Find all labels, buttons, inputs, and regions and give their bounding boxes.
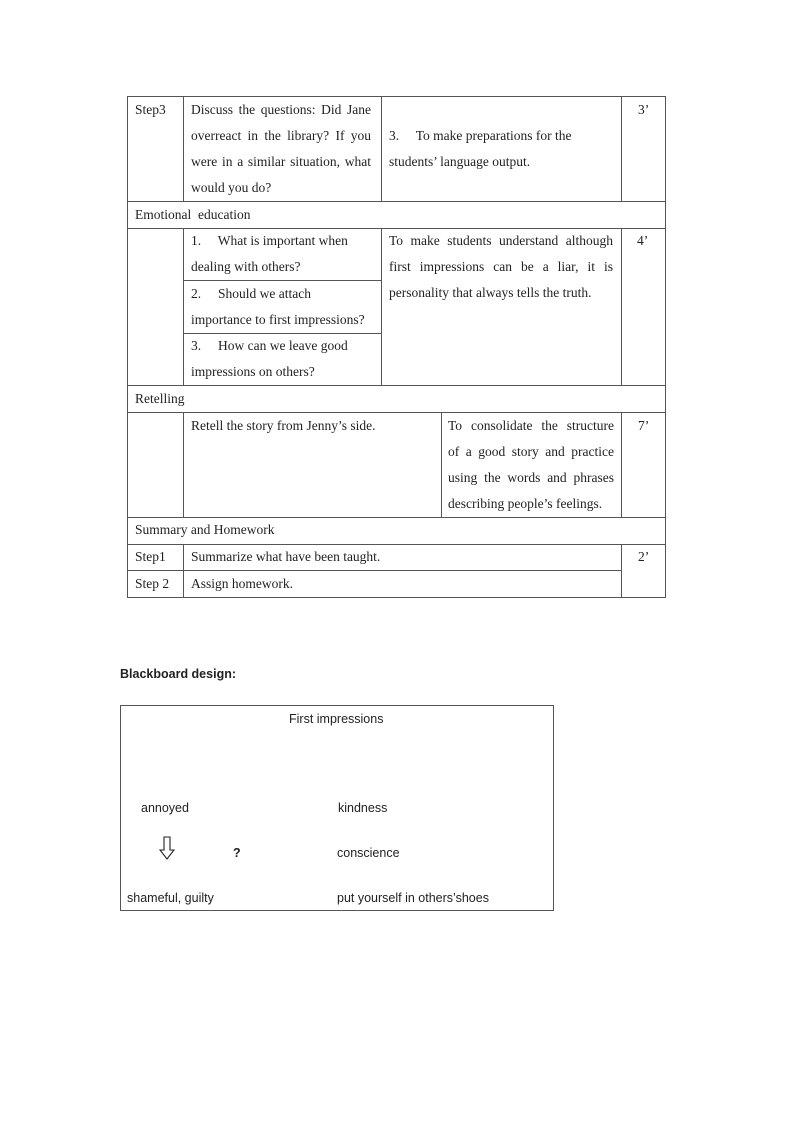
activity-text: Summarize what have been taught. (191, 549, 381, 564)
section-header: Summary and Homework (135, 522, 275, 537)
table-col-divider (441, 412, 442, 518)
table-col-divider (621, 96, 622, 202)
question-text-line: 1. What is important when (191, 233, 348, 248)
table-col-divider (381, 228, 382, 386)
section-header: Emotional education (135, 207, 251, 222)
question-text-line: dealing with others? (191, 259, 301, 274)
down-arrow-icon (159, 836, 175, 860)
table-col-divider (621, 228, 622, 386)
purpose-text-line: first impressions can be a liar, it is (389, 259, 613, 274)
time-value: 4’ (637, 233, 649, 248)
blackboard-right-item: put yourself in others’shoes (337, 891, 489, 905)
activity-text-line: Discuss the questions: Did Jane (191, 102, 371, 117)
activity-text: Assign homework. (191, 576, 293, 591)
purpose-text-line: describing people’s feelings. (448, 496, 603, 511)
blackboard-title: First impressions (289, 712, 384, 726)
table-border-right (665, 96, 666, 598)
blackboard-right-item: kindness (338, 801, 388, 815)
question-text-line: 3. How can we leave good (191, 338, 348, 353)
table-col-divider (183, 96, 184, 202)
table-col-divider (381, 96, 382, 202)
activity-text-line: overreact in the library? If you (191, 128, 371, 143)
purpose-text-line: personality that always tells the truth. (389, 285, 592, 300)
purpose-text-line: To make students understand although (389, 233, 613, 248)
question-text-line: impressions on others? (191, 364, 315, 379)
table-divider (127, 385, 666, 386)
step-label: Step 2 (135, 576, 170, 591)
activity-text-line: would you do? (191, 180, 272, 195)
activity-text-line: were in a similar situation, what (191, 154, 371, 169)
purpose-text-line: of a good story and practice (448, 444, 614, 459)
purpose-text-line: using the words and phrases (448, 470, 614, 485)
time-value: 7’ (638, 418, 650, 433)
blackboard-left-bottom: shameful, guilty (127, 891, 214, 905)
table-col-divider (621, 544, 622, 598)
step-label: Step3 (135, 102, 166, 117)
table-border-left (127, 96, 128, 598)
table-col-divider (621, 412, 622, 518)
blackboard-right-item: conscience (337, 846, 400, 860)
purpose-text-line: To consolidate the structure (448, 418, 614, 433)
blackboard-heading: Blackboard design: (120, 667, 236, 681)
section-header: Retelling (135, 391, 185, 406)
table-col-divider (183, 544, 184, 598)
purpose-text-line: students’ language output. (389, 154, 531, 169)
question-text-line: importance to first impressions? (191, 312, 365, 327)
purpose-text-line: 3. To make preparations for the (389, 128, 572, 143)
blackboard-question-mark: ? (233, 846, 241, 860)
table-col-divider (183, 228, 184, 386)
activity-text: Retell the story from Jenny’s side. (191, 418, 376, 433)
question-text-line: 2. Should we attach (191, 286, 311, 301)
table-col-divider (183, 412, 184, 518)
step-label: Step1 (135, 549, 166, 564)
table-border-bottom (127, 597, 666, 598)
blackboard-left-top: annoyed (141, 801, 189, 815)
time-value: 3’ (638, 102, 650, 117)
time-value: 2’ (638, 549, 650, 564)
